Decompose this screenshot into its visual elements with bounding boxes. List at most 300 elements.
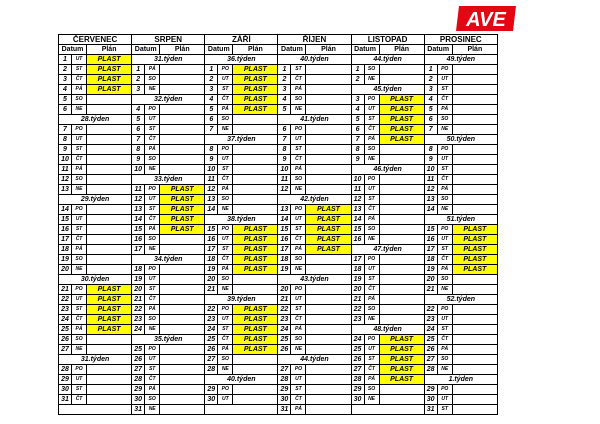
day-of-week: NE [218,125,233,135]
plan-header: Plán [379,45,424,55]
day-number: 24 [205,325,218,335]
day-of-week: ČT [364,205,379,215]
day-number: 20 [351,285,364,295]
day-of-week: ST [72,225,87,235]
plan-cell [452,305,497,315]
week-label: 49.týden [424,55,497,65]
day-of-week: ČT [364,365,379,375]
day-number: 15 [278,225,291,235]
plan-cell [87,335,132,345]
collection-schedule-table [58,34,498,415]
week-label: 44.týden [351,55,424,65]
day-of-week: PÁ [218,345,233,355]
day-of-week: ČT [364,285,379,295]
day-number: 21 [424,285,437,295]
day-number: 14 [59,205,72,215]
day-number: 12 [278,185,291,195]
day-of-week: NE [145,245,160,255]
week-label: 45.týden [351,85,424,95]
plan-cell [87,365,132,375]
plan-cell [87,345,132,355]
plast-collection-cell: PLAST [87,315,132,325]
day-of-week: UT [291,135,306,145]
day-of-week: SO [291,95,306,105]
day-number: 26 [424,345,437,355]
day-of-week: SO [72,335,87,345]
day-number: 18 [205,255,218,265]
day-of-week: PÁ [291,85,306,95]
day-number: 20 [424,275,437,285]
schedule-row [59,305,498,315]
day-of-week: ST [437,405,452,415]
day-of-week: PÁ [437,345,452,355]
day-of-week: NE [218,365,233,375]
day-of-week: ST [72,65,87,75]
plan-cell [233,205,278,215]
plan-cell [379,315,424,325]
day-number: 22 [278,305,291,315]
plast-collection-cell: PLAST [160,185,205,195]
month-title: ZÁŘÍ [205,35,278,45]
day-number: 20 [205,275,218,285]
week-label: 33.týden [132,175,205,185]
plan-cell [87,265,132,275]
day-of-week: ST [218,165,233,175]
schedule-row [59,145,498,155]
day-number: 3 [424,85,437,95]
week-label: 43.týden [278,275,351,285]
day-number: 1 [205,65,218,75]
plan-cell [306,155,351,165]
month-title: PROSINEC [424,35,497,45]
column-header-row [59,45,498,55]
day-number: 28 [59,365,72,375]
day-number: 8 [278,145,291,155]
plast-collection-cell: PLAST [87,325,132,335]
day-number: 12 [351,195,364,205]
plast-collection-cell: PLAST [379,115,424,125]
logo-text: AVE [466,9,506,31]
plan-cell [452,115,497,125]
day-number: 25 [205,335,218,345]
week-label: 40.týden [205,375,278,385]
plan-cell [379,215,424,225]
day-of-week: UT [291,215,306,225]
day-number: 1 [59,55,72,65]
day-of-week: ST [72,145,87,155]
plan-cell [452,345,497,355]
day-of-week: SO [145,235,160,245]
day-number: 28 [424,365,437,375]
plan-cell [306,405,351,415]
month-title: ČERVENEC [59,35,132,45]
day-of-week: PO [218,225,233,235]
day-number: 14 [278,215,291,225]
datum-header: Datum [424,45,452,55]
day-number: 7 [132,135,145,145]
day-of-week: UT [72,295,87,305]
month-title: SRPEN [132,35,205,45]
plan-cell [452,175,497,185]
day-of-week: UT [218,75,233,85]
day-of-week: ST [218,85,233,95]
plan-cell [379,225,424,235]
plan-cell [306,385,351,395]
schedule-row [59,125,498,135]
day-number: 12 [424,185,437,195]
plast-collection-cell: PLAST [379,105,424,115]
day-number: 17 [59,235,72,245]
day-of-week: PO [437,145,452,155]
week-label: 36.týden [205,55,278,65]
day-of-week: PO [291,365,306,375]
day-of-week: ST [437,325,452,335]
schedule-row [59,85,498,95]
day-of-week: PÁ [218,105,233,115]
day-of-week: ST [291,145,306,155]
day-number: 19 [59,255,72,265]
day-number: 21 [205,285,218,295]
day-of-week: ČT [291,235,306,245]
day-number: 13 [424,195,437,205]
plan-cell [87,375,132,385]
day-of-week: PO [364,175,379,185]
day-of-week: ST [291,65,306,75]
day-of-week: SO [218,355,233,365]
plan-cell [306,395,351,405]
day-number: 19 [424,265,437,275]
week-label: 52.týden [424,295,497,305]
day-number: 13 [132,205,145,215]
day-of-week: NE [364,155,379,165]
day-number: 7 [278,135,291,145]
plan-cell [452,405,497,415]
day-of-week: PÁ [72,85,87,95]
day-number: 4 [59,85,72,95]
day-of-week: ČT [72,395,87,405]
day-of-week: PÁ [291,165,306,175]
schedule-row [59,225,498,235]
day-of-week: PO [145,185,160,195]
day-number: 21 [59,285,72,295]
ave-logo-graphic [455,5,517,32]
day-of-week: NE [437,285,452,295]
plan-header: Plán [160,45,205,55]
day-of-week: NE [364,235,379,245]
day-of-week: ČT [218,175,233,185]
plast-collection-cell: PLAST [306,205,351,215]
plast-collection-cell: PLAST [233,265,278,275]
week-label: 28.týden [59,115,132,125]
plan-cell [306,325,351,335]
plan-cell [87,155,132,165]
day-number: 23 [59,305,72,315]
day-number: 5 [205,105,218,115]
day-number: 26 [278,345,291,355]
day-of-week: SO [218,195,233,205]
day-number: 13 [278,205,291,215]
day-number: 24 [132,325,145,335]
datum-header: Datum [59,45,87,55]
day-number: 2 [351,75,364,85]
day-of-week: ČT [364,125,379,135]
plan-cell [160,305,205,315]
week-label: 41.týden [278,115,351,125]
day-number: 7 [424,125,437,135]
day-number: 30 [205,395,218,405]
day-of-week: PO [291,205,306,215]
day-number: 29 [351,385,364,395]
plan-cell [379,265,424,275]
day-of-week: SO [291,335,306,345]
plan-cell [160,115,205,125]
day-of-week: ST [145,125,160,135]
day-of-week: PO [72,285,87,295]
schedule-row [59,235,498,245]
plan-cell [233,125,278,135]
plan-cell [452,145,497,155]
datum-header: Datum [351,45,379,55]
schedule-row [59,155,498,165]
plast-collection-cell: PLAST [233,245,278,255]
plan-cell [160,105,205,115]
plan-header: Plán [233,45,278,55]
plan-cell [160,385,205,395]
plast-collection-cell: PLAST [233,95,278,105]
plan-cell [160,325,205,335]
day-of-week: SO [145,75,160,85]
schedule-row [59,205,498,215]
plan-cell [306,265,351,275]
schedule-row [59,355,498,365]
week-label: 31.týden [59,355,132,365]
week-label: 30.týden [59,275,132,285]
plan-cell [233,175,278,185]
empty-cell [59,405,132,415]
plan-cell [379,75,424,85]
plast-collection-cell: PLAST [233,225,278,235]
day-of-week: ČT [218,335,233,345]
day-of-week: PO [291,125,306,135]
day-of-week: PO [364,255,379,265]
plan-cell [379,305,424,315]
plan-cell [233,115,278,125]
day-number: 6 [205,115,218,125]
plast-collection-cell: PLAST [233,105,278,115]
day-number: 30 [278,395,291,405]
plan-cell [452,125,497,135]
plan-cell [379,275,424,285]
plan-cell [452,185,497,195]
day-number: 31 [132,405,145,415]
schedule-row [59,195,498,205]
day-number: 30 [424,395,437,405]
schedule-row [59,265,498,275]
day-number: 25 [278,335,291,345]
plast-collection-cell: PLAST [87,295,132,305]
day-number: 5 [351,115,364,125]
plan-cell [160,265,205,275]
day-of-week: PÁ [364,135,379,145]
day-number: 8 [132,145,145,155]
day-number: 28 [132,375,145,385]
day-of-week: PÁ [145,305,160,315]
day-number: 9 [424,155,437,165]
day-number: 14 [351,215,364,225]
plan-cell [306,365,351,375]
plan-cell [160,75,205,85]
plan-cell [233,165,278,175]
schedule-row [59,335,498,345]
day-of-week: PÁ [364,215,379,225]
day-number: 1 [424,65,437,75]
day-of-week: NE [218,205,233,215]
day-of-week: NE [218,285,233,295]
day-number: 26 [351,355,364,365]
day-of-week: PÁ [364,295,379,305]
day-number: 5 [132,115,145,125]
day-number: 12 [59,175,72,185]
schedule-row [59,75,498,85]
plan-cell [379,385,424,395]
week-label: 38.týden [205,215,278,225]
day-of-week: PÁ [218,265,233,275]
plan-cell [87,205,132,215]
schedule-row [59,365,498,375]
day-number: 2 [132,75,145,85]
plast-collection-cell: PLAST [233,65,278,75]
day-number: 19 [205,265,218,275]
day-of-week: SO [437,115,452,125]
schedule-row [59,315,498,325]
plan-cell [452,75,497,85]
day-number: 22 [351,305,364,315]
day-of-week: NE [364,395,379,405]
schedule-row [59,255,498,265]
day-number: 29 [132,385,145,395]
day-of-week: PÁ [291,245,306,255]
day-number: 23 [278,315,291,325]
day-of-week: ST [145,285,160,295]
day-number: 16 [424,235,437,245]
day-of-week: ČT [218,95,233,105]
plan-cell [452,335,497,345]
plan-cell [452,355,497,365]
day-of-week: SO [291,175,306,185]
day-number: 25 [424,335,437,345]
day-of-week: UT [364,105,379,115]
plan-cell [379,65,424,75]
plan-cell [233,365,278,375]
week-label: 31.týden [132,55,205,65]
day-number: 1 [278,65,291,75]
day-number: 26 [132,355,145,365]
day-of-week: NE [72,185,87,195]
week-label: 50.týden [424,135,497,145]
week-label: 48.týden [351,325,424,335]
day-number: 2 [59,65,72,75]
day-number: 29 [278,385,291,395]
schedule-row [59,215,498,225]
plan-cell [160,145,205,155]
plan-cell [87,185,132,195]
day-number: 23 [351,315,364,325]
week-label: 34.týden [132,255,205,265]
day-number: 11 [132,185,145,195]
day-number: 9 [132,155,145,165]
day-number: 23 [132,315,145,325]
plan-cell [379,295,424,305]
day-number: 27 [278,365,291,375]
plan-cell [160,165,205,175]
day-of-week: ČT [437,95,452,105]
plast-collection-cell: PLAST [379,335,424,345]
day-of-week: SO [437,275,452,285]
day-of-week: UT [364,265,379,275]
day-of-week: UT [145,355,160,365]
week-label: 32.týden [132,95,205,105]
plast-collection-cell: PLAST [233,345,278,355]
plast-collection-cell: PLAST [160,205,205,215]
day-of-week: SO [72,255,87,265]
plan-cell [379,195,424,205]
plast-collection-cell: PLAST [233,75,278,85]
day-of-week: SO [291,255,306,265]
day-of-week: ST [437,165,452,175]
day-number: 4 [132,105,145,115]
day-of-week: SO [364,65,379,75]
plan-cell [306,145,351,155]
day-of-week: NE [145,405,160,415]
day-number: 30 [351,395,364,405]
plan-cell [452,325,497,335]
month-title: ŘÍJEN [278,35,351,45]
day-of-week: PÁ [145,145,160,155]
day-of-week: ST [72,385,87,395]
plast-collection-cell: PLAST [160,215,205,225]
plan-header: Plán [87,45,132,55]
day-of-week: UT [437,235,452,245]
day-of-week: PÁ [145,385,160,395]
plast-collection-cell: PLAST [233,85,278,95]
plan-cell [160,365,205,375]
day-number: 18 [278,255,291,265]
plan-cell [379,255,424,265]
day-number: 17 [424,245,437,255]
day-number: 25 [59,325,72,335]
plan-cell [233,195,278,205]
day-number: 18 [132,265,145,275]
day-of-week: SO [364,145,379,155]
day-number: 17 [278,245,291,255]
plast-collection-cell: PLAST [306,225,351,235]
plan-cell [306,185,351,195]
day-number: 6 [132,125,145,135]
day-number: 30 [59,385,72,395]
day-number: 1 [132,65,145,75]
day-of-week: ČT [145,295,160,305]
schedule-row [59,395,498,405]
day-of-week: NE [291,185,306,195]
day-of-week: PO [145,345,160,355]
day-number: 18 [59,245,72,255]
plast-collection-cell: PLAST [87,305,132,315]
day-number: 4 [205,95,218,105]
day-number: 25 [132,345,145,355]
plan-cell [160,275,205,285]
plan-cell [379,185,424,195]
day-of-week: ČT [72,155,87,165]
